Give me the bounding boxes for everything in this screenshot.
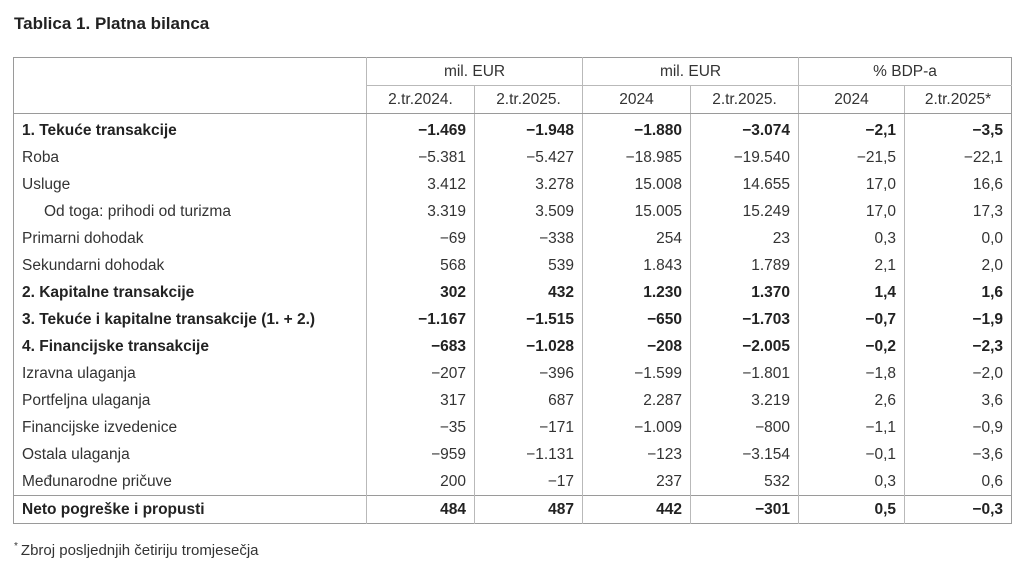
- table-cell: 568: [367, 252, 475, 279]
- table-row: [14, 468, 1012, 496]
- table-cell: 1.370: [691, 279, 799, 306]
- column-header: 2.tr.2025.: [475, 86, 583, 114]
- table-cell: −0,3: [905, 496, 1012, 524]
- row-label: Neto pogreške i propusti: [14, 496, 367, 524]
- table-cell: −2.005: [691, 333, 799, 360]
- table-title: Tablica 1. Platna bilanca: [14, 14, 210, 33]
- table-cell: −2,3: [905, 333, 1012, 360]
- header-row-groups: [14, 58, 1012, 86]
- table-cell: 3.509: [475, 198, 583, 225]
- column-header: 2.tr.2025*: [905, 86, 1012, 114]
- table-row: [14, 414, 1012, 441]
- table-cell: −3,5: [905, 114, 1012, 145]
- table-cell: −1.131: [475, 441, 583, 468]
- table-row: [14, 360, 1012, 387]
- table-cell: −1.948: [475, 114, 583, 145]
- table-cell: −17: [475, 468, 583, 496]
- table-body: [14, 114, 1012, 524]
- table-cell: −1.167: [367, 306, 475, 333]
- table-cell: −2,0: [905, 360, 1012, 387]
- table-cell: −35: [367, 414, 475, 441]
- header-row-periods: [14, 86, 1012, 114]
- table-cell: 23: [691, 225, 799, 252]
- table-cell: 1,6: [905, 279, 1012, 306]
- table-row: [14, 387, 1012, 414]
- table-cell: 3.278: [475, 171, 583, 198]
- table-cell: −171: [475, 414, 583, 441]
- table-cell: 14.655: [691, 171, 799, 198]
- row-label: Roba: [22, 149, 60, 166]
- table-cell: −1,9: [905, 306, 1012, 333]
- header-corner: [14, 58, 367, 86]
- table-cell: 17,0: [799, 198, 905, 225]
- table-cell: −207: [367, 360, 475, 387]
- table-cell: −0,1: [799, 441, 905, 468]
- row-label: 3. Tekuće i kapitalne transakcije (1. + 2.): [22, 311, 316, 328]
- table-cell: 3.412: [367, 171, 475, 198]
- header-group-mil-eur-annual: mil. EUR: [583, 58, 799, 86]
- table-cell: 302: [367, 279, 475, 306]
- table-cell: 3.219: [691, 387, 799, 414]
- table-cell: 539: [475, 252, 583, 279]
- row-label: Sekundarni dohodak: [22, 257, 165, 274]
- table-cell: 484: [367, 496, 475, 524]
- balance-of-payments-table: [13, 57, 1012, 524]
- table-cell: −1.599: [583, 360, 691, 387]
- header-corner-sub: [14, 86, 367, 114]
- table-cell: 1,4: [799, 279, 905, 306]
- column-header: 2024: [799, 86, 905, 114]
- table-cell: −5.427: [475, 144, 583, 171]
- table-row: [14, 306, 1012, 333]
- header-group-mil-eur-quarterly: mil. EUR: [367, 58, 583, 86]
- table-cell: −0,2: [799, 333, 905, 360]
- table-cell: −123: [583, 441, 691, 468]
- table-cell: −3.074: [691, 114, 799, 145]
- table-cell: 532: [691, 468, 799, 496]
- column-header: 2.tr.2024.: [367, 86, 475, 114]
- table-cell: −338: [475, 225, 583, 252]
- table-cell: −22,1: [905, 144, 1012, 171]
- column-header: 2024: [583, 86, 691, 114]
- row-label: Usluge: [22, 176, 71, 193]
- table-cell: 254: [583, 225, 691, 252]
- column-header: 2.tr.2025.: [691, 86, 799, 114]
- table-row: [14, 171, 1012, 198]
- table-cell: −800: [691, 414, 799, 441]
- table-cell: −0,9: [905, 414, 1012, 441]
- table-cell: 1.789: [691, 252, 799, 279]
- table-cell: 317: [367, 387, 475, 414]
- table-cell: 442: [583, 496, 691, 524]
- table-cell: −5.381: [367, 144, 475, 171]
- table-cell: −21,5: [799, 144, 905, 171]
- table-cell: −3.154: [691, 441, 799, 468]
- table-cell: −19.540: [691, 144, 799, 171]
- row-label: 4. Financijske transakcije: [22, 338, 209, 355]
- table-cell: −1.801: [691, 360, 799, 387]
- table-cell: 2.287: [583, 387, 691, 414]
- table-cell: 17,0: [799, 171, 905, 198]
- row-label: Primarni dohodak: [22, 230, 144, 247]
- table-cell: 0,3: [799, 468, 905, 496]
- table-cell: 15.249: [691, 198, 799, 225]
- table-cell: 487: [475, 496, 583, 524]
- row-label: Ostala ulaganja: [22, 446, 130, 463]
- table-cell: −2,1: [799, 114, 905, 145]
- table-cell: 200: [367, 468, 475, 496]
- table-cell: 0,5: [799, 496, 905, 524]
- table-cell: −18.985: [583, 144, 691, 171]
- table-cell: −650: [583, 306, 691, 333]
- table-row: [14, 252, 1012, 279]
- table-cell: 3,6: [905, 387, 1012, 414]
- row-label: 1. Tekuće transakcije: [22, 122, 177, 139]
- table-cell: −1.515: [475, 306, 583, 333]
- table-cell: 1.230: [583, 279, 691, 306]
- table-cell: −1.880: [583, 114, 691, 145]
- footnote-marker: *: [14, 541, 18, 552]
- table-cell: 0,3: [799, 225, 905, 252]
- row-label: Međunarodne pričuve: [22, 473, 172, 490]
- table-cell: 2,6: [799, 387, 905, 414]
- table-cell: 687: [475, 387, 583, 414]
- table-cell: −301: [691, 496, 799, 524]
- table-row: [14, 114, 1012, 145]
- table-cell: −1.028: [475, 333, 583, 360]
- row-label: Od toga: prihodi od turizma: [44, 203, 231, 220]
- table-cell: 3.319: [367, 198, 475, 225]
- table-row: [14, 198, 1012, 225]
- table-cell: −1.009: [583, 414, 691, 441]
- table-cell: −1,1: [799, 414, 905, 441]
- table-cell: −959: [367, 441, 475, 468]
- table-cell: −69: [367, 225, 475, 252]
- table-cell: −1.469: [367, 114, 475, 145]
- table-cell: 17,3: [905, 198, 1012, 225]
- table-row: [14, 496, 1012, 524]
- table-row: [14, 279, 1012, 306]
- footnote: [14, 541, 259, 559]
- table-cell: −208: [583, 333, 691, 360]
- table-cell: −1,8: [799, 360, 905, 387]
- table-cell: 2,0: [905, 252, 1012, 279]
- footnote-text: Zbroj posljednjih četiriju tromjesečja: [20, 542, 259, 559]
- table-cell: 237: [583, 468, 691, 496]
- table-cell: 0,6: [905, 468, 1012, 496]
- row-label: Portfeljna ulaganja: [22, 392, 151, 409]
- table-cell: −1.703: [691, 306, 799, 333]
- row-label: 2. Kapitalne transakcije: [22, 284, 195, 301]
- table-row: [14, 441, 1012, 468]
- table-cell: −683: [367, 333, 475, 360]
- table-cell: 16,6: [905, 171, 1012, 198]
- table-cell: 15.005: [583, 198, 691, 225]
- table-row: [14, 225, 1012, 252]
- row-label: Izravna ulaganja: [22, 365, 136, 382]
- table-row: [14, 333, 1012, 360]
- table-cell: −3,6: [905, 441, 1012, 468]
- header-group-percent-gdp: % BDP-a: [799, 58, 1012, 86]
- table-cell: 0,0: [905, 225, 1012, 252]
- table-cell: 2,1: [799, 252, 905, 279]
- table-cell: −396: [475, 360, 583, 387]
- table-cell: −0,7: [799, 306, 905, 333]
- table-cell: 15.008: [583, 171, 691, 198]
- row-label: Financijske izvedenice: [22, 419, 178, 436]
- table-cell: 1.843: [583, 252, 691, 279]
- table-cell: 432: [475, 279, 583, 306]
- table-row: [14, 144, 1012, 171]
